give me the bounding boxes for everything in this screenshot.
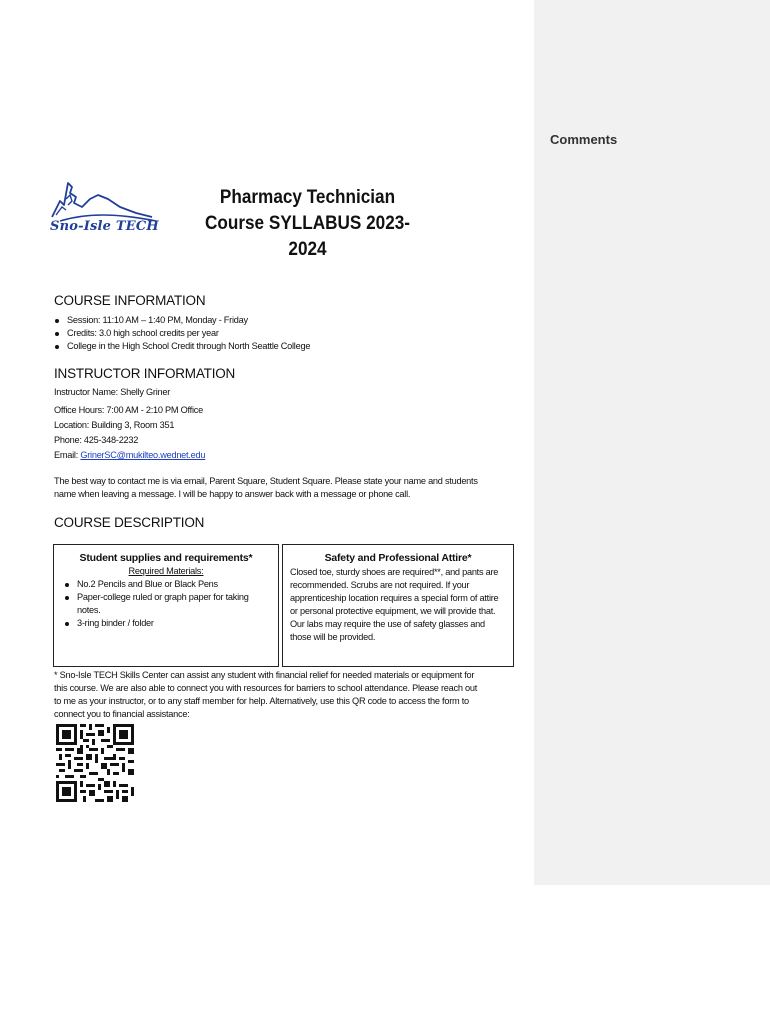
office-location: Location: Building 3, Room 351: [54, 420, 175, 430]
title-line-3: 2024: [288, 238, 327, 260]
comment-pane-title: Comments: [550, 132, 618, 147]
assistance-line-4: connect you to financial assistance:: [54, 709, 190, 719]
course-description-heading: COURSE DESCRIPTION: [54, 515, 205, 530]
list-item: Paper-college ruled or graph paper for taking notes.: [64, 591, 268, 617]
comment-pane: [534, 0, 770, 885]
mountain-logo-icon: [46, 177, 162, 223]
list-item: College in the High School Credit through North Seattle College: [54, 340, 310, 353]
instructor-information-heading: INSTRUCTOR INFORMATION: [54, 366, 236, 381]
safety-attire-box: [282, 544, 514, 667]
supplies-list: [54, 578, 278, 630]
list-item: Session: 11:10 AM – 1:40 PM, Monday - Friday: [54, 314, 310, 327]
email-label: Email:: [54, 450, 81, 460]
attire-title: Safety and Professional Attire*: [324, 552, 472, 564]
course-information-list: [54, 314, 310, 353]
contact-note-line-2: name when leaving a message. I will be happy to answer back with a message or phone call.: [54, 489, 411, 499]
assistance-line-2: this course. We are also able to connect you with resources for barriers to school attendance. Please reach out: [54, 683, 478, 693]
document-title: [195, 184, 419, 262]
course-information-heading: COURSE INFORMATION: [54, 293, 206, 308]
email-line: [54, 449, 205, 462]
contact-note-line-1: The best way to contact me is via email, Parent Square, Student Square. Please state your name and students: [54, 476, 478, 486]
requirements-table: [53, 544, 514, 667]
title-line-1: Pharmacy Technician: [219, 186, 396, 208]
title-line-2: Course SYLLABUS 2023-: [204, 212, 411, 234]
supplies-title: Student supplies and requirements*: [79, 552, 253, 564]
assistance-line-3: to me as your instructor, or to any staff member for help. Alternatively, use this QR code to access the form to: [54, 696, 469, 706]
list-item: Credits: 3.0 high school credits per year: [54, 327, 310, 340]
qr-code-icon[interactable]: [56, 724, 134, 802]
office-hours: Office Hours: 7:00 AM - 2:10 PM Office: [54, 405, 203, 415]
email-link[interactable]: GrinerSC@mukilteo.wednet.edu: [80, 450, 206, 460]
financial-assistance-note: [54, 669, 509, 721]
list-item: 3-ring binder / folder: [64, 617, 268, 630]
contact-note: [54, 475, 504, 501]
sno-isle-tech-logo: [46, 177, 162, 235]
assistance-line-1: * Sno-Isle TECH Skills Center can assist any student with financial relief for needed materials or equipment for: [54, 670, 475, 680]
instructor-name: Instructor Name: Shelly Griner: [54, 387, 171, 397]
phone-number: Phone: 425-348-2232: [54, 435, 139, 445]
required-materials-label: Required Materials:: [128, 566, 204, 576]
logo-text: Sno-Isle TECH: [50, 219, 159, 234]
list-item: No.2 Pencils and Blue or Black Pens: [64, 578, 268, 591]
attire-text: Closed toe, sturdy shoes are required**, and pants are recommended. Scrubs are not required. If your apprenticeship location requires a special form of attire or personal protective equipment, we will provide that. Our labs may require the use of safety glasses and those will be provided.: [290, 567, 499, 642]
student-supplies-box: [53, 544, 279, 667]
